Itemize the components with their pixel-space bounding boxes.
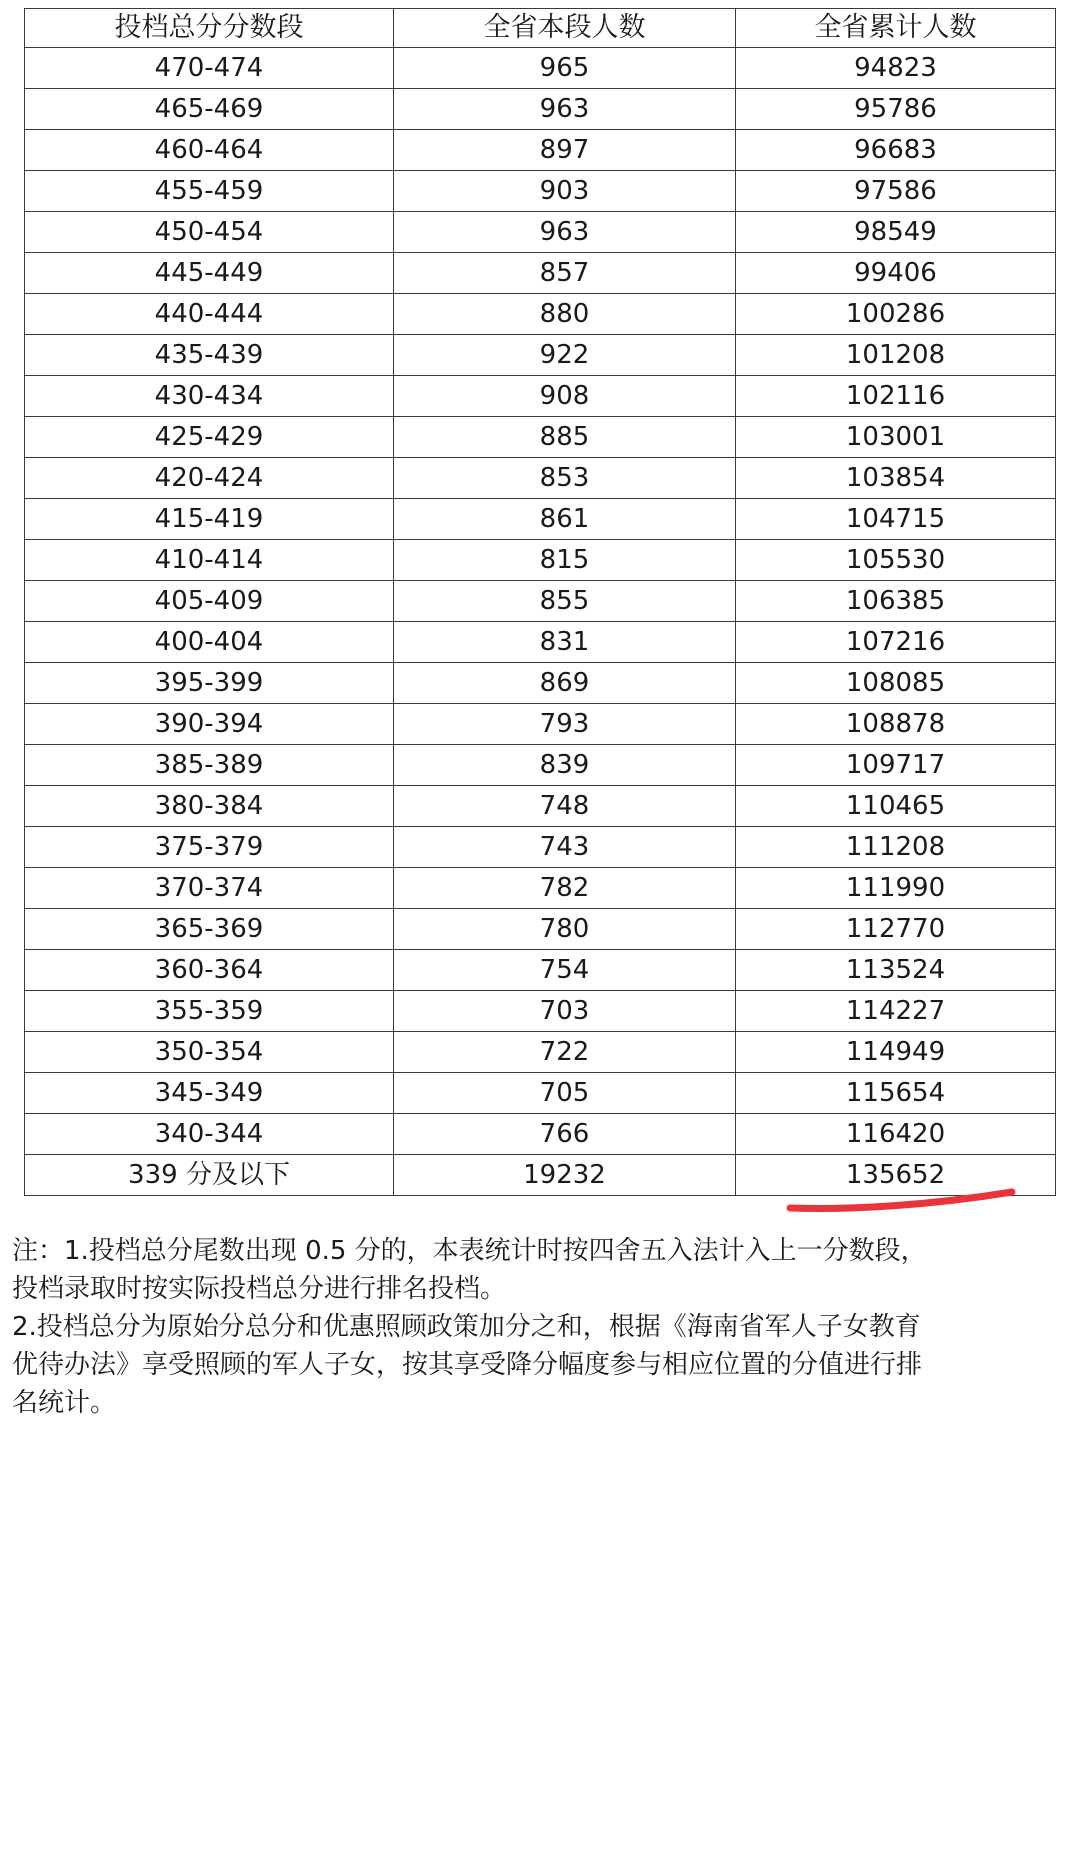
table-row	[25, 950, 1056, 991]
cell-score-range: 355-359	[25, 991, 394, 1032]
table-row	[25, 335, 1056, 376]
cell-cumulative-count: 115654	[736, 1073, 1056, 1114]
table-row	[25, 130, 1056, 171]
note-line: 投档录取时按实际投档总分进行排名投档。	[12, 1274, 507, 1304]
cell-score-range: 350-354	[25, 1032, 394, 1073]
cell-segment-count: 853	[394, 458, 736, 499]
cell-segment-count: 793	[394, 704, 736, 745]
note-line: 注：1.投档总分尾数出现 0.5 分的，本表统计时按四舍五入法计入上一分数段，	[12, 1236, 927, 1266]
table-row	[25, 1155, 1056, 1196]
cell-segment-count: 922	[394, 335, 736, 376]
cell-segment-count: 703	[394, 991, 736, 1032]
cell-segment-count: 857	[394, 253, 736, 294]
header-score-range: 投档总分分数段	[25, 9, 394, 48]
table-row	[25, 704, 1056, 745]
cell-segment-count: 965	[394, 48, 736, 89]
cell-score-range: 450-454	[25, 212, 394, 253]
table-row	[25, 581, 1056, 622]
footnotes	[12, 1232, 1070, 1422]
cell-segment-count: 963	[394, 89, 736, 130]
cell-segment-count: 861	[394, 499, 736, 540]
cell-score-range: 380-384	[25, 786, 394, 827]
cell-cumulative-count: 108878	[736, 704, 1056, 745]
cell-score-range: 420-424	[25, 458, 394, 499]
cell-cumulative-count: 111990	[736, 868, 1056, 909]
cell-cumulative-count: 99406	[736, 253, 1056, 294]
cell-score-range: 390-394	[25, 704, 394, 745]
cell-segment-count: 782	[394, 868, 736, 909]
cell-score-range: 385-389	[25, 745, 394, 786]
table-row	[25, 786, 1056, 827]
cell-score-range: 410-414	[25, 540, 394, 581]
cell-score-range: 365-369	[25, 909, 394, 950]
cell-cumulative-count: 103854	[736, 458, 1056, 499]
note-line: 名统计。	[12, 1388, 117, 1418]
cell-score-range: 430-434	[25, 376, 394, 417]
score-distribution-table-container	[24, 8, 1055, 1196]
table-row	[25, 48, 1056, 89]
cell-cumulative-count: 101208	[736, 335, 1056, 376]
cell-segment-count: 815	[394, 540, 736, 581]
cell-cumulative-count: 111208	[736, 827, 1056, 868]
cell-segment-count: 869	[394, 663, 736, 704]
table-row	[25, 458, 1056, 499]
cell-cumulative-count: 113524	[736, 950, 1056, 991]
cell-score-range: 340-344	[25, 1114, 394, 1155]
table-header-row	[25, 9, 1056, 48]
cell-segment-count: 705	[394, 1073, 736, 1114]
cell-cumulative-count: 114949	[736, 1032, 1056, 1073]
cell-score-range: 345-349	[25, 1073, 394, 1114]
table-row	[25, 663, 1056, 704]
cell-score-range: 435-439	[25, 335, 394, 376]
table-row	[25, 909, 1056, 950]
cell-cumulative-count: 106385	[736, 581, 1056, 622]
header-segment-count: 全省本段人数	[394, 9, 736, 48]
cell-segment-count: 897	[394, 130, 736, 171]
cell-segment-count: 908	[394, 376, 736, 417]
cell-segment-count: 766	[394, 1114, 736, 1155]
table-row	[25, 89, 1056, 130]
cell-score-range: 395-399	[25, 663, 394, 704]
cell-cumulative-count: 103001	[736, 417, 1056, 458]
cell-score-range: 465-469	[25, 89, 394, 130]
cell-score-range: 460-464	[25, 130, 394, 171]
table-row	[25, 745, 1056, 786]
cell-segment-count: 19232	[394, 1155, 736, 1196]
cell-score-range: 370-374	[25, 868, 394, 909]
cell-score-range: 440-444	[25, 294, 394, 335]
cell-score-range: 339 分及以下	[25, 1155, 394, 1196]
note-line: 2.投档总分为原始分总分和优惠照顾政策加分之和，根据《海南省军人子女教育	[12, 1312, 921, 1342]
cell-cumulative-count: 104715	[736, 499, 1056, 540]
table-row	[25, 1073, 1056, 1114]
cell-segment-count: 880	[394, 294, 736, 335]
cell-segment-count: 780	[394, 909, 736, 950]
table-row	[25, 171, 1056, 212]
cell-cumulative-count: 105530	[736, 540, 1056, 581]
cell-score-range: 375-379	[25, 827, 394, 868]
cell-cumulative-count: 98549	[736, 212, 1056, 253]
cell-score-range: 455-459	[25, 171, 394, 212]
table-row	[25, 622, 1056, 663]
table-row	[25, 991, 1056, 1032]
cell-cumulative-count: 112770	[736, 909, 1056, 950]
cell-segment-count: 743	[394, 827, 736, 868]
cell-cumulative-count: 94823	[736, 48, 1056, 89]
table-row	[25, 376, 1056, 417]
cell-cumulative-count: 97586	[736, 171, 1056, 212]
table-row	[25, 1032, 1056, 1073]
note-line: 优待办法》享受照顾的军人子女，按其享受降分幅度参与相应位置的分值进行排	[12, 1350, 923, 1380]
cell-cumulative-count: 95786	[736, 89, 1056, 130]
cell-score-range: 405-409	[25, 581, 394, 622]
header-cumulative-count: 全省累计人数	[736, 9, 1056, 48]
table-row	[25, 540, 1056, 581]
cell-cumulative-count: 102116	[736, 376, 1056, 417]
cell-cumulative-count: 108085	[736, 663, 1056, 704]
cell-segment-count: 963	[394, 212, 736, 253]
cell-cumulative-count: 114227	[736, 991, 1056, 1032]
table-row	[25, 868, 1056, 909]
cell-segment-count: 754	[394, 950, 736, 991]
table-row	[25, 1114, 1056, 1155]
cell-cumulative-count: 110465	[736, 786, 1056, 827]
cell-score-range: 425-429	[25, 417, 394, 458]
cell-cumulative-count: 116420	[736, 1114, 1056, 1155]
table-row	[25, 212, 1056, 253]
cell-score-range: 470-474	[25, 48, 394, 89]
cell-cumulative-count: 109717	[736, 745, 1056, 786]
cell-segment-count: 903	[394, 171, 736, 212]
table-row	[25, 253, 1056, 294]
cell-segment-count: 831	[394, 622, 736, 663]
cell-segment-count: 722	[394, 1032, 736, 1073]
cell-segment-count: 748	[394, 786, 736, 827]
cell-segment-count: 839	[394, 745, 736, 786]
cell-cumulative-count: 135652	[736, 1155, 1056, 1196]
table-row	[25, 827, 1056, 868]
cell-segment-count: 855	[394, 581, 736, 622]
cell-cumulative-count: 107216	[736, 622, 1056, 663]
cell-segment-count: 885	[394, 417, 736, 458]
red-underline-mark	[786, 1186, 1016, 1214]
cell-cumulative-count: 100286	[736, 294, 1056, 335]
cell-score-range: 400-404	[25, 622, 394, 663]
cell-score-range: 360-364	[25, 950, 394, 991]
cell-score-range: 445-449	[25, 253, 394, 294]
table-row	[25, 294, 1056, 335]
table-row	[25, 417, 1056, 458]
cell-cumulative-count: 96683	[736, 130, 1056, 171]
table-body	[25, 48, 1056, 1196]
score-distribution-table	[24, 8, 1056, 1196]
cell-score-range: 415-419	[25, 499, 394, 540]
table-row	[25, 499, 1056, 540]
